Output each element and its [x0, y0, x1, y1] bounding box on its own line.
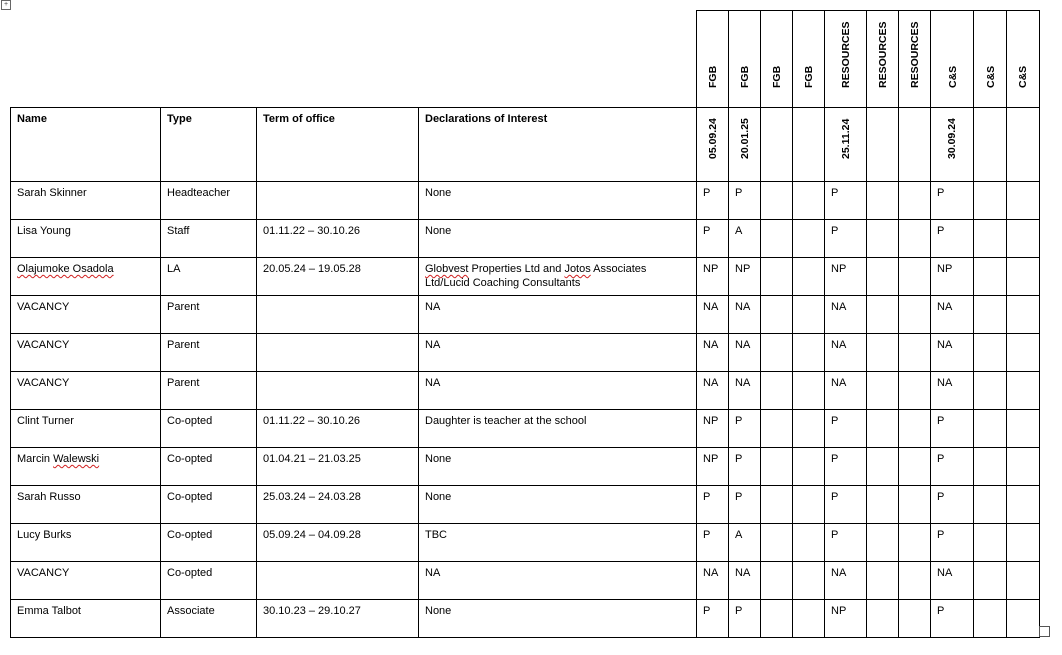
attendance-cell — [761, 334, 793, 372]
cell-type: LA — [161, 258, 257, 296]
attendance-cell: P — [825, 524, 867, 562]
attendance-cell — [899, 296, 931, 334]
table-row — [11, 182, 1040, 220]
attendance-cell — [761, 372, 793, 410]
attendance-cell — [1007, 220, 1040, 258]
attendance-cell — [793, 182, 825, 220]
cell-declarations: None — [419, 448, 697, 486]
attendance-cell — [867, 182, 899, 220]
attendance-cell — [867, 486, 899, 524]
attendance-cell — [793, 448, 825, 486]
committee-header-cell — [930, 10, 974, 107]
attendance-cell — [1007, 600, 1040, 638]
committee-header-cell — [973, 10, 1007, 107]
meeting-date-cell — [761, 108, 793, 182]
attendance-cell: P — [729, 410, 761, 448]
attendance-cell: NA — [931, 372, 974, 410]
attendance-cell — [867, 562, 899, 600]
attendance-cell: P — [825, 448, 867, 486]
cell-type: Parent — [161, 296, 257, 334]
attendance-cell — [1007, 258, 1040, 296]
table-row — [11, 448, 1040, 486]
attendance-cell — [793, 410, 825, 448]
attendance-cell: NP — [825, 600, 867, 638]
cell-term — [257, 296, 419, 334]
committee-label: C&S — [984, 65, 997, 88]
cell-name: VACANCY — [11, 296, 161, 334]
attendance-cell: P — [697, 486, 729, 524]
attendance-cell — [867, 524, 899, 562]
attendance-cell — [899, 600, 931, 638]
committee-label: C&S — [946, 65, 959, 88]
attendance-cell: P — [729, 182, 761, 220]
cell-name: VACANCY — [11, 372, 161, 410]
attendance-cell: NP — [697, 448, 729, 486]
attendance-cell — [974, 296, 1007, 334]
cell-declarations: Daughter is teacher at the school — [419, 410, 697, 448]
meeting-date: 30.09.24 — [946, 118, 958, 159]
cell-name: Sarah Russo — [11, 486, 161, 524]
cell-term: 01.11.22 – 30.10.26 — [257, 410, 419, 448]
attendance-cell: P — [729, 448, 761, 486]
committee-header-cell — [728, 10, 761, 107]
meeting-date-cell — [1007, 108, 1040, 182]
attendance-cell — [974, 486, 1007, 524]
attendance-cell: NA — [697, 562, 729, 600]
committee-label: RESOURCES — [840, 21, 852, 88]
attendance-cell: P — [729, 486, 761, 524]
attendance-cell — [761, 600, 793, 638]
attendance-cell: NA — [697, 296, 729, 334]
meeting-date-cell — [825, 108, 867, 182]
attendance-cell: NA — [697, 372, 729, 410]
governor-attendance-table — [10, 107, 1040, 638]
meeting-date-cell — [729, 108, 761, 182]
attendance-cell — [974, 448, 1007, 486]
committee-header-cell — [1006, 10, 1040, 107]
attendance-cell: NA — [729, 334, 761, 372]
cell-type: Co-opted — [161, 410, 257, 448]
cell-type: Co-opted — [161, 524, 257, 562]
attendance-cell: P — [931, 486, 974, 524]
committee-header-cell — [760, 10, 793, 107]
attendance-cell — [761, 296, 793, 334]
committee-header-cell — [824, 10, 867, 107]
attendance-cell — [761, 448, 793, 486]
cell-term: 20.05.24 – 19.05.28 — [257, 258, 419, 296]
cell-term: 05.09.24 – 04.09.28 — [257, 524, 419, 562]
cell-declarations: NA — [419, 296, 697, 334]
table-row — [11, 372, 1040, 410]
attendance-cell — [867, 410, 899, 448]
cell-term: 30.10.23 – 29.10.27 — [257, 600, 419, 638]
attendance-cell — [899, 562, 931, 600]
attendance-cell — [1007, 334, 1040, 372]
table-row — [11, 562, 1040, 600]
committee-label: RESOURCES — [877, 21, 889, 88]
table-row — [11, 220, 1040, 258]
cell-type: Co-opted — [161, 486, 257, 524]
attendance-cell: P — [697, 600, 729, 638]
cell-term: 01.04.21 – 21.03.25 — [257, 448, 419, 486]
attendance-cell: P — [697, 524, 729, 562]
cell-name: Lisa Young — [11, 220, 161, 258]
committee-header-cell — [898, 10, 931, 107]
cell-name: Sarah Skinner — [11, 182, 161, 220]
attendance-cell — [974, 220, 1007, 258]
attendance-cell — [899, 220, 931, 258]
attendance-cell — [974, 182, 1007, 220]
table-resize-handle-icon[interactable] — [1039, 626, 1050, 637]
cell-declarations: None — [419, 600, 697, 638]
cell-declarations: None — [419, 182, 697, 220]
committee-label: FGB — [771, 65, 783, 88]
cell-declarations: NA — [419, 562, 697, 600]
cell-name: Emma Talbot — [11, 600, 161, 638]
meeting-date-cell — [899, 108, 931, 182]
attendance-cell — [793, 524, 825, 562]
attendance-cell: P — [931, 182, 974, 220]
committee-header-cell — [792, 10, 825, 107]
attendance-cell — [793, 296, 825, 334]
cell-term: 01.11.22 – 30.10.26 — [257, 220, 419, 258]
attendance-cell: NP — [931, 258, 974, 296]
attendance-cell: NA — [697, 334, 729, 372]
attendance-cell: P — [697, 182, 729, 220]
cell-type: Staff — [161, 220, 257, 258]
attendance-cell: P — [729, 600, 761, 638]
table-row — [11, 600, 1040, 638]
cell-term: 25.03.24 – 24.03.28 — [257, 486, 419, 524]
cell-declarations: None — [419, 220, 697, 258]
attendance-cell — [899, 524, 931, 562]
attendance-cell: P — [931, 524, 974, 562]
attendance-cell — [899, 372, 931, 410]
attendance-cell: NA — [729, 372, 761, 410]
cell-name: VACANCY — [11, 334, 161, 372]
attendance-cell — [1007, 372, 1040, 410]
cell-type: Associate — [161, 600, 257, 638]
attendance-cell — [1007, 296, 1040, 334]
cell-type: Co-opted — [161, 562, 257, 600]
attendance-cell — [974, 334, 1007, 372]
attendance-cell — [1007, 182, 1040, 220]
column-header-declarations: Declarations of Interest — [419, 108, 697, 182]
attendance-cell — [1007, 524, 1040, 562]
attendance-cell — [899, 486, 931, 524]
attendance-cell — [867, 220, 899, 258]
cell-term — [257, 562, 419, 600]
meeting-date-cell — [974, 108, 1007, 182]
attendance-cell: NA — [931, 334, 974, 372]
attendance-cell — [974, 524, 1007, 562]
meeting-date: 25.11.24 — [839, 118, 852, 159]
table-move-handle-icon[interactable]: + — [1, 0, 11, 10]
cell-name: Clint Turner — [11, 410, 161, 448]
attendance-cell — [899, 258, 931, 296]
attendance-cell — [867, 372, 899, 410]
attendance-cell: NA — [729, 562, 761, 600]
cell-type: Parent — [161, 334, 257, 372]
attendance-cell — [867, 258, 899, 296]
attendance-cell: NA — [825, 296, 867, 334]
table-row — [11, 486, 1040, 524]
cell-declarations: NA — [419, 334, 697, 372]
meeting-date-cell — [931, 108, 974, 182]
attendance-cell: NA — [825, 372, 867, 410]
cell-term — [257, 182, 419, 220]
cell-name: Marcin Walewski — [11, 448, 161, 486]
attendance-cell: P — [931, 448, 974, 486]
attendance-cell — [761, 220, 793, 258]
table-row — [11, 334, 1040, 372]
meeting-date-cell — [697, 108, 729, 182]
cell-declarations: Globvest Properties Ltd and Jotos Associates Ltd/Lucid Coaching Consultants — [419, 258, 697, 296]
attendance-cell: P — [931, 410, 974, 448]
attendance-cell: NA — [729, 296, 761, 334]
attendance-cell: NP — [729, 258, 761, 296]
attendance-cell: P — [931, 600, 974, 638]
cell-name: Olajumoke Osadola — [11, 258, 161, 296]
committee-label: C&S — [1017, 65, 1029, 88]
column-header-term: Term of office — [257, 108, 419, 182]
committee-header-cell — [866, 10, 899, 107]
cell-name: Lucy Burks — [11, 524, 161, 562]
attendance-cell — [867, 296, 899, 334]
attendance-cell: P — [825, 182, 867, 220]
attendance-cell — [867, 448, 899, 486]
attendance-cell — [1007, 448, 1040, 486]
attendance-cell — [1007, 486, 1040, 524]
table-header-row — [11, 108, 1040, 182]
attendance-cell: NP — [697, 410, 729, 448]
attendance-cell — [793, 562, 825, 600]
attendance-cell — [761, 562, 793, 600]
attendance-cell: A — [729, 524, 761, 562]
attendance-cell: NA — [931, 296, 974, 334]
attendance-cell — [899, 410, 931, 448]
attendance-cell: P — [825, 486, 867, 524]
attendance-cell — [974, 600, 1007, 638]
attendance-cell — [793, 372, 825, 410]
table-row — [11, 296, 1040, 334]
committee-label: FGB — [707, 65, 719, 88]
attendance-cell: P — [825, 220, 867, 258]
cell-declarations: TBC — [419, 524, 697, 562]
attendance-cell — [867, 600, 899, 638]
cell-type: Parent — [161, 372, 257, 410]
cell-declarations: None — [419, 486, 697, 524]
attendance-cell — [974, 372, 1007, 410]
table-row — [11, 410, 1040, 448]
attendance-cell — [793, 258, 825, 296]
attendance-cell — [761, 410, 793, 448]
attendance-cell — [793, 486, 825, 524]
meeting-date: 05.09.24 — [706, 118, 719, 159]
attendance-cell — [974, 258, 1007, 296]
meeting-date: 20.01.25 — [738, 118, 751, 159]
attendance-cell — [974, 562, 1007, 600]
attendance-cell — [867, 334, 899, 372]
attendance-cell — [1007, 562, 1040, 600]
attendance-cell: P — [931, 220, 974, 258]
attendance-cell — [793, 600, 825, 638]
attendance-cell — [761, 258, 793, 296]
meeting-date-cell — [867, 108, 899, 182]
attendance-cell: P — [825, 410, 867, 448]
attendance-cell: A — [729, 220, 761, 258]
committee-label: RESOURCES — [909, 21, 921, 88]
attendance-cell — [761, 524, 793, 562]
attendance-cell — [761, 486, 793, 524]
attendance-cell — [1007, 410, 1040, 448]
column-header-name: Name — [11, 108, 161, 182]
cell-type: Co-opted — [161, 448, 257, 486]
meeting-date-cell — [793, 108, 825, 182]
attendance-cell — [793, 334, 825, 372]
committee-label: FGB — [803, 65, 815, 88]
attendance-cell — [793, 220, 825, 258]
attendance-cell: NA — [931, 562, 974, 600]
attendance-cell: P — [697, 220, 729, 258]
cell-declarations: NA — [419, 372, 697, 410]
table-row — [11, 258, 1040, 296]
committee-label: FGB — [739, 65, 751, 88]
cell-term — [257, 334, 419, 372]
attendance-cell: NA — [825, 334, 867, 372]
attendance-cell — [899, 448, 931, 486]
cell-term — [257, 372, 419, 410]
cell-type: Headteacher — [161, 182, 257, 220]
attendance-cell: NP — [825, 258, 867, 296]
attendance-cell: NA — [825, 562, 867, 600]
committee-header-cell — [696, 10, 729, 107]
cell-name: VACANCY — [11, 562, 161, 600]
attendance-cell — [761, 182, 793, 220]
attendance-cell — [974, 410, 1007, 448]
column-header-type: Type — [161, 108, 257, 182]
attendance-cell: NP — [697, 258, 729, 296]
attendance-cell — [899, 182, 931, 220]
table-row — [11, 524, 1040, 562]
attendance-cell — [899, 334, 931, 372]
